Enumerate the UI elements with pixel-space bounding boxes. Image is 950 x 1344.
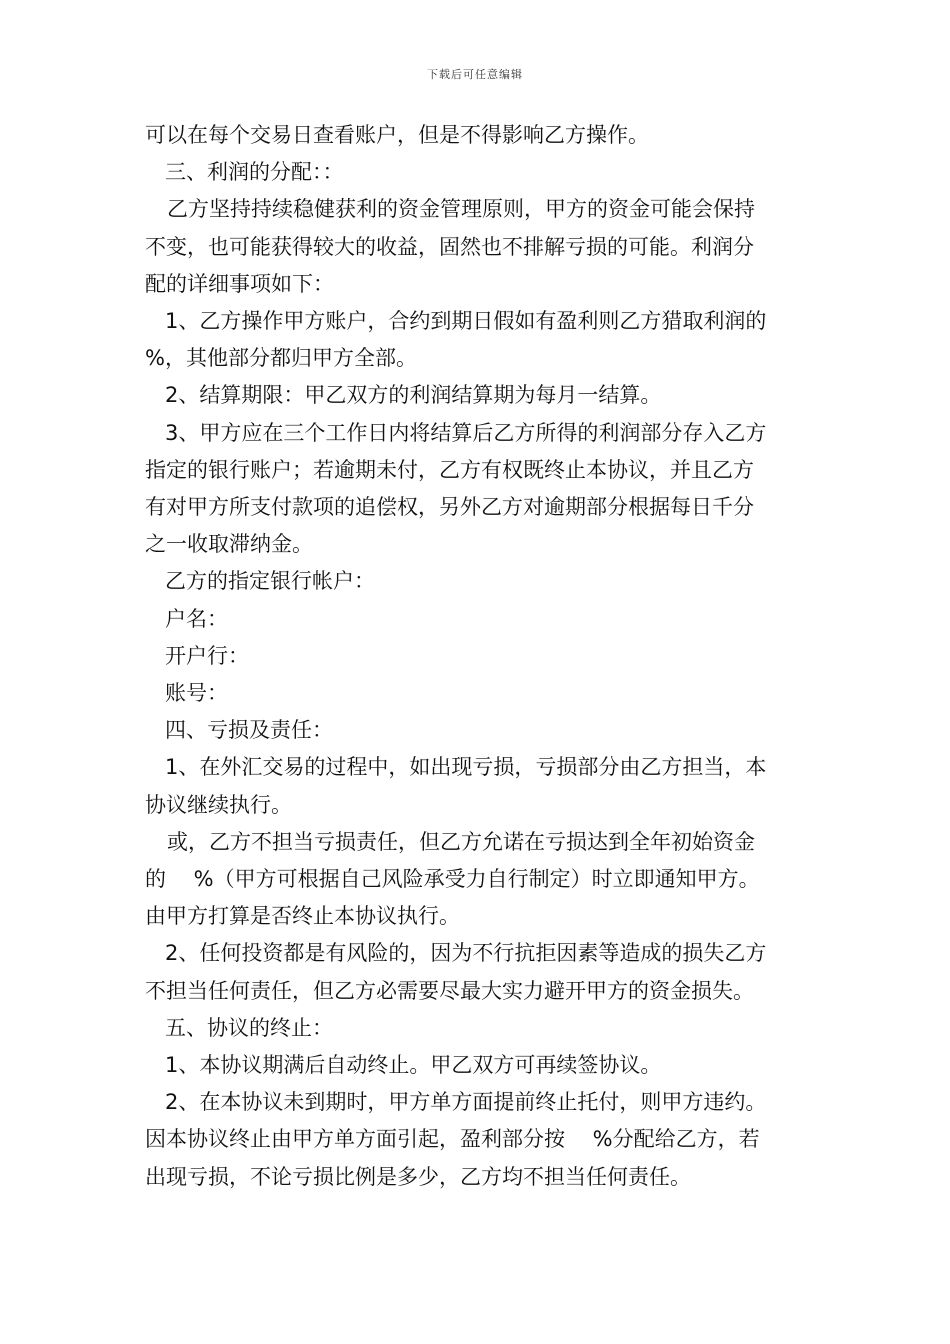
- document-body: [145, 117, 810, 1196]
- document-line: 因本协议终止由甲方单方面引起，盈利部分按 %分配给乙方，若: [145, 1127, 760, 1152]
- document-line: 1、乙方操作甲方账户，合约到期日假如有盈利则乙方猎取利润的: [165, 309, 767, 334]
- document-line: 账号：: [165, 681, 228, 706]
- document-line: 五、协议的终止：: [165, 1015, 333, 1040]
- document-line: 2、结算期限：甲乙双方的利润结算期为每月一结算。: [165, 383, 662, 408]
- document-line: 或，乙方不担当亏损责任，但乙方允诺在亏损达到全年初始资金: [167, 829, 755, 854]
- document-line: 2、任何投资都是有风险的，因为不行抗拒因素等造成的损失乙方: [165, 941, 767, 966]
- document-line: 可以在每个交易日查看账户，但是不得影响乙方操作。: [145, 123, 649, 147]
- document-line: 乙方坚持持续稳健获利的资金管理原则，甲方的资金可能会保持: [167, 197, 755, 222]
- document-line: 乙方的指定银行帐户：: [165, 569, 375, 594]
- document-line: 配的详细事项如下：: [145, 271, 334, 296]
- document-line: 2、在本协议未到期时，甲方单方面提前终止托付，则甲方违约。: [165, 1090, 767, 1115]
- document-line: 户名：: [165, 606, 228, 631]
- document-line: %，其他部分都归甲方全部。: [145, 346, 417, 371]
- document-line: 1、本协议期满后自动终止。甲乙双方可再续签协议。: [165, 1053, 662, 1078]
- document-line: 三、利润的分配：：: [165, 160, 344, 185]
- document-line: 不担当任何责任，但乙方必需要尽最大实力避开甲方的资金损失。: [145, 978, 754, 1003]
- document-line: 的 %（甲方可根据自己风险承受力自行制定）时立即通知甲方。: [145, 867, 760, 892]
- document-line: 之一收取滞纳金。: [145, 532, 313, 557]
- document-line: 不变，也可能获得较大的收益，固然也不排解亏损的可能。利润分: [145, 234, 754, 259]
- document-line: 开户行：: [165, 643, 249, 668]
- document-line: 由甲方打算是否终止本协议执行。: [145, 904, 460, 929]
- document-line: 协议继续执行。: [145, 792, 292, 817]
- document-line: 1、在外汇交易的过程中，如出现亏损，亏损部分由乙方担当，本: [165, 755, 767, 780]
- page-header: 下载后可任意编辑: [427, 68, 523, 81]
- document-line: 四、亏损及责任：: [165, 718, 333, 743]
- document-line: 3、甲方应在三个工作日内将结算后乙方所得的利润部分存入乙方: [165, 420, 767, 445]
- document-line: 出现亏损，不论亏损比例是多少，乙方均不担当任何责任。: [145, 1164, 691, 1189]
- document-line: 指定的银行账户；若逾期未付，乙方有权既终止本协议，并且乙方: [145, 457, 754, 482]
- document-line: 有对甲方所支付款项的追偿权，另外乙方对逾期部分根据每日千分: [145, 495, 754, 520]
